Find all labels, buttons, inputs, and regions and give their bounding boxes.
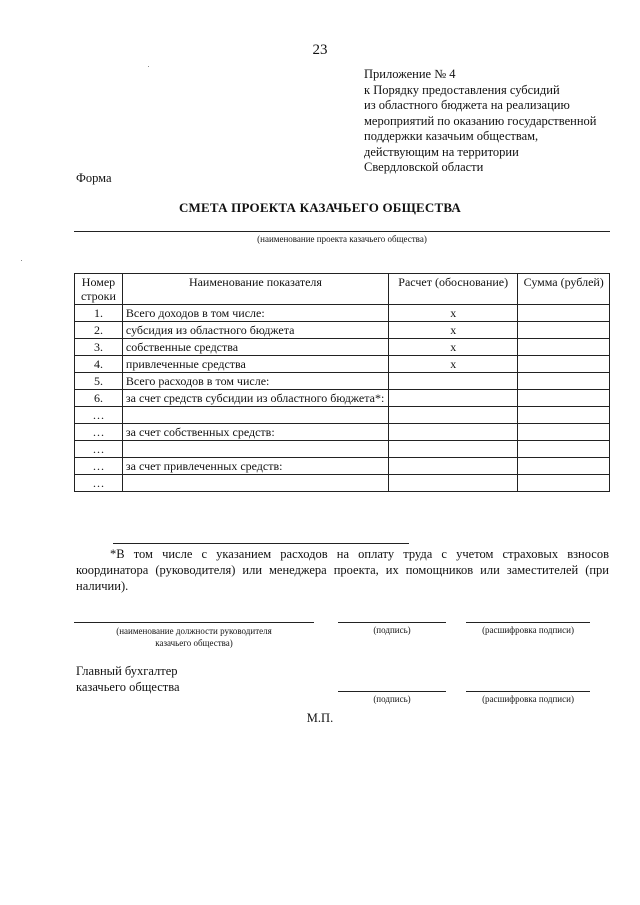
footnote-text: *В том числе с указанием расходов на оплату труда с учетом страховых взносов координатора (руководителя) или менеджера проекта, их помощников или заместителей (при наличии). <box>76 547 609 593</box>
row-indicator: Всего расходов в том числе: <box>122 373 388 390</box>
row-calculation <box>388 407 517 424</box>
row-sum <box>518 390 610 407</box>
head-signature-line <box>338 622 446 623</box>
row-calculation: х <box>388 322 517 339</box>
row-number: 5. <box>75 373 123 390</box>
row-indicator: за счет средств субсидии из областного бюджета*: <box>122 390 388 407</box>
header-row-number: Номер строки <box>75 274 123 305</box>
accountant-signature-line <box>338 691 446 692</box>
row-sum <box>518 322 610 339</box>
row-number: 6. <box>75 390 123 407</box>
page-number: 23 <box>312 42 328 58</box>
header-indicator-name: Наименование показателя <box>122 274 388 305</box>
row-sum <box>518 407 610 424</box>
row-number: 4. <box>75 356 123 373</box>
footnote-separator <box>113 543 409 544</box>
appendix-line: Свердловской области <box>364 160 484 174</box>
table-row <box>75 458 610 475</box>
seal-place: М.П. <box>306 711 334 725</box>
row-indicator: за счет собственных средств: <box>122 424 388 441</box>
appendix-heading <box>364 67 596 176</box>
head-signature-caption: (подпись) <box>373 625 411 635</box>
row-number: … <box>75 475 123 492</box>
scan-speck <box>21 260 22 261</box>
footnote <box>76 546 609 594</box>
row-calculation <box>388 373 517 390</box>
table-row <box>75 339 610 356</box>
accountant-decoding-caption: (расшифровка подписи) <box>482 694 574 704</box>
row-sum <box>518 373 610 390</box>
row-indicator: за счет привлеченных средств: <box>122 458 388 475</box>
row-indicator <box>122 441 388 458</box>
row-calculation <box>388 424 517 441</box>
scan-speck <box>148 66 149 67</box>
row-indicator <box>122 475 388 492</box>
row-calculation <box>388 458 517 475</box>
table-row <box>75 441 610 458</box>
appendix-line: к Порядку предоставления субсидий <box>364 82 560 97</box>
form-label: Форма <box>76 171 112 185</box>
row-number: … <box>75 407 123 424</box>
row-calculation: х <box>388 305 517 322</box>
row-indicator <box>122 407 388 424</box>
row-indicator: привлеченные средства <box>122 356 388 373</box>
chief-accountant <box>76 664 180 695</box>
row-sum <box>518 424 610 441</box>
header-calculation: Расчет (обоснование) <box>388 274 517 305</box>
table-row <box>75 305 610 322</box>
accountant-signature-caption: (подпись) <box>373 694 411 704</box>
table-row <box>75 424 610 441</box>
row-calculation <box>388 441 517 458</box>
row-number: 1. <box>75 305 123 322</box>
row-number: … <box>75 424 123 441</box>
chief-accountant-line: казачьего общества <box>76 679 180 694</box>
appendix-line: действующим на территории <box>364 144 519 159</box>
project-name-caption: (наименование проекта казачьего общества) <box>257 234 427 244</box>
row-calculation: х <box>388 356 517 373</box>
accountant-decoding-line <box>466 691 590 692</box>
row-number: … <box>75 458 123 475</box>
chief-accountant-line: Главный бухгалтер <box>76 664 178 678</box>
head-position-caption-line: (наименование должности руководителя <box>116 626 272 636</box>
table-row <box>75 356 610 373</box>
table-header-row <box>75 274 610 305</box>
appendix-line: мероприятий по оказанию государственной <box>364 113 597 128</box>
row-sum <box>518 356 610 373</box>
head-position-caption-line: казачьего общества) <box>155 638 233 648</box>
head-position-line <box>74 622 314 623</box>
head-decoding-line <box>466 622 590 623</box>
row-sum <box>518 475 610 492</box>
appendix-line: поддержки казачьим обществам, <box>364 129 539 143</box>
table-row <box>75 407 610 424</box>
project-name-line <box>74 231 610 232</box>
row-sum <box>518 339 610 356</box>
row-indicator: собственные средства <box>122 339 388 356</box>
row-indicator: Всего доходов в том числе: <box>122 305 388 322</box>
table-row <box>75 475 610 492</box>
row-indicator: субсидия из областного бюджета <box>122 322 388 339</box>
row-calculation: х <box>388 339 517 356</box>
table-row <box>75 390 610 407</box>
table-row <box>75 373 610 390</box>
head-decoding-caption: (расшифровка подписи) <box>482 625 574 635</box>
row-sum <box>518 441 610 458</box>
row-number: 3. <box>75 339 123 356</box>
row-calculation <box>388 390 517 407</box>
document-title: СМЕТА ПРОЕКТА КАЗАЧЬЕГО ОБЩЕСТВА <box>178 200 462 215</box>
estimate-table <box>74 273 610 492</box>
table-row <box>75 322 610 339</box>
header-sum: Сумма (рублей) <box>518 274 610 305</box>
row-calculation <box>388 475 517 492</box>
row-sum <box>518 458 610 475</box>
row-number: … <box>75 441 123 458</box>
row-number: 2. <box>75 322 123 339</box>
appendix-line: из областного бюджета на реализацию <box>364 98 570 112</box>
head-position-caption <box>74 625 314 649</box>
appendix-line: Приложение № 4 <box>364 67 456 81</box>
row-sum <box>518 305 610 322</box>
